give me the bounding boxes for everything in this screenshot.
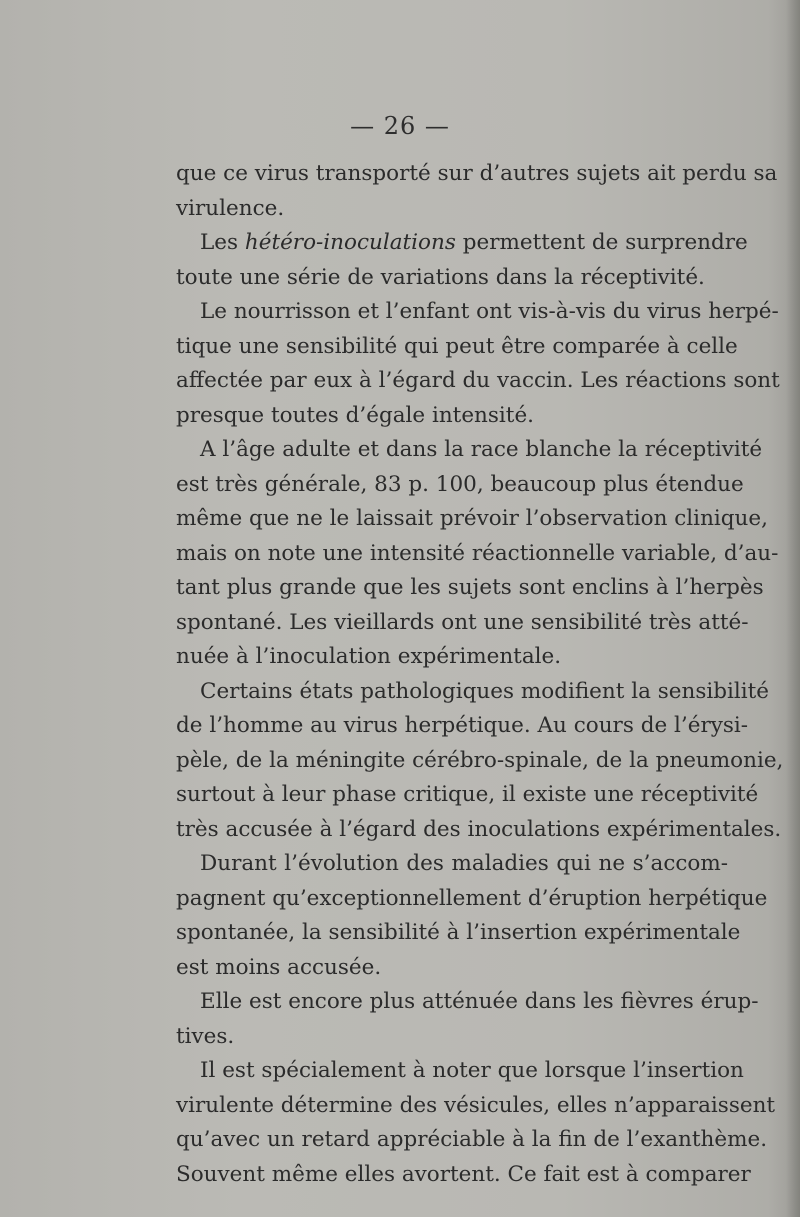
text-line: tique une sensibilité qui peut être comparée à celle — [176, 333, 738, 359]
text-line: affectée par eux à l’égard du vaccin. Les réactions sont — [176, 368, 780, 393]
text-line: A l’âge adulte et dans la race blanche la réceptivité — [200, 437, 763, 462]
text-line: est très générale, 83 p. 100, beaucoup plus étendue — [176, 471, 744, 497]
body-text — [176, 157, 784, 1192]
text-line: pèle, de la méningite cérébro-spinale, de la pneumonie, — [176, 747, 784, 773]
text-line: Le nourrisson et l’enfant ont vis-à-vis du virus herpé- — [200, 299, 779, 324]
text-line: Il est spécialement à noter que lorsque l’insertion — [200, 1058, 744, 1083]
text-line: Certains états pathologiques modifient la sensibilité — [200, 678, 770, 704]
text-line: spontané. Les vieillards ont une sensibilité très atté- — [176, 609, 749, 635]
text-line: virulente détermine des vésicules, elles n’apparaissent — [176, 1092, 776, 1118]
text-line: qu’avec un retard appréciable à la fin de l’exanthème. — [176, 1127, 768, 1152]
text-line: nuée à l’inoculation expérimentale. — [176, 644, 562, 669]
text-line: surtout à leur phase critique, il existe une réceptivité — [176, 782, 759, 807]
text-line — [176, 226, 748, 261]
text-line: pagnent qu’exceptionnellement d’éruption herpétique — [176, 885, 768, 911]
text-line: que ce virus transporté sur d’autres sujets ait perdu sa — [176, 161, 778, 186]
text-line: presque toutes d’égale intensité. — [176, 402, 535, 428]
italic-term: hétéro-inoculations — [244, 230, 456, 255]
text-line: tives. — [176, 1023, 235, 1049]
text-line: même que ne le laissait prévoir l’observation clinique, — [176, 506, 768, 531]
text-line: mais on note une intensité réactionnelle variable, d’au- — [176, 540, 779, 566]
page-number: — 26 — — [350, 112, 450, 140]
text-line: tant plus grande que les sujets sont enclins à l’herpès — [176, 575, 764, 600]
text-line: est moins accusée. — [176, 954, 382, 980]
text-line: toute une série de variations dans la réceptivité. — [176, 264, 705, 290]
page-edge-shadow — [786, 0, 800, 1217]
text-line: de l’homme au virus herpétique. Au cours de l’érysi- — [176, 713, 749, 738]
text-line: virulence. — [176, 195, 285, 221]
text-run: permettent de surprendre — [455, 230, 748, 255]
text-line: Elle est encore plus atténuée dans les fièvres érup- — [200, 989, 759, 1014]
text-line: Durant l’évolution des maladies qui ne s’accom- — [200, 851, 728, 876]
text-line: spontanée, la sensibilité à l’insertion expérimentale — [176, 920, 741, 945]
text-line: Souvent même elles avortent. Ce fait est à comparer — [176, 1161, 751, 1187]
text-line: très accusée à l’égard des inoculations expérimentales. — [176, 816, 782, 842]
text-run: Les — [200, 230, 245, 255]
